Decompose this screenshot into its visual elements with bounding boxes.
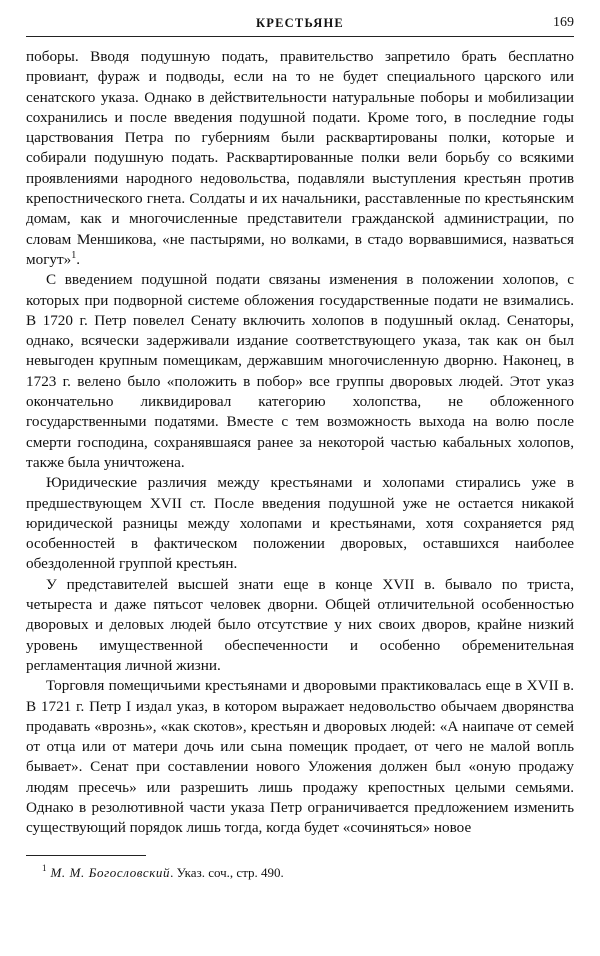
footnote-rule bbox=[26, 855, 146, 856]
body-text bbox=[26, 47, 574, 839]
running-head bbox=[26, 14, 574, 37]
footnote-reference: 1 bbox=[71, 249, 77, 261]
paragraph bbox=[26, 473, 574, 574]
paragraph-text: поборы. Вводя подушную подать, правительство запретило брать бесплатно провиант, фураж и подводы, если на то не будет специального царского или сенатского указа. Однако в действительности натуральные поборы и мобилизации сохранились и после введения подушной подати. Кроме того, в последние годы царствования Петра по губерниям были расквартированы полки, которые и собирали подушную подать. Расквартированные полки вели борьбу со всякими проявлениями народного недовольства, подавляли выступления крестьян против крепостнического гнета. Солдаты и их начальники, расставленные по крестьянским домам, как и многочисленные представители гражданской администрации, по словам Меншикова, «не пастырями, но волками, в стадо ворвавшимися, назваться могут» bbox=[26, 48, 574, 268]
footnote-number: 1 bbox=[42, 863, 47, 874]
paragraph bbox=[26, 676, 574, 838]
page bbox=[26, 14, 574, 881]
footnote-text: . Указ. соч., стр. 490. bbox=[170, 864, 284, 880]
paragraph bbox=[26, 575, 574, 676]
page-number: 169 bbox=[553, 15, 574, 30]
paragraph bbox=[26, 47, 574, 270]
paragraph-text: Торговля помещичьими крестьянами и дворовыми практиковалась еще в XVII в. В 1721 г. Петр I издал указ, в котором выражает недовольство обычаем дворянства продавать «врознь», «как скотов», крестьян и дворовых людей: «А наипаче от семей от отца или от матери дочь или сына помещик продает, от чего не малой вопль бывает». Сенат при составлении нового Уложения должен был «оную продажу людям пресечь» или разрешить лишь продажу крепостных целыми семьями. Однако в резолютивной части указа Петр ограничивается предложением изменить существующий порядок лишь тогда, когда будет «сочиняться» новое bbox=[26, 677, 574, 837]
paragraph-text: С введением подушной подати связаны изменения в положении холопов, с которых при подворной системе обложения государственные подати не взимались. В 1720 г. Петр повелел Сенату включить холопов в подушный оклад. Сенаторы, однако, всячески задерживали издание соответствующего указа, так как он был невыгоден крупным помещикам, державшим многочисленную дворню. Наконец, в 1723 г. велено было «положить в побор» все группы дворовых людей. Этот указ окончательно ликвидировал категорию холопства, не обложенного государственными податями. Вместе с тем возможность выхода на волю после смерти господина, сохранявшаяся ранее за некоторой частью кабальных холопов, также была уничтожена. bbox=[26, 271, 574, 471]
paragraph-tail: . bbox=[76, 250, 81, 268]
paragraph bbox=[26, 270, 574, 473]
paragraph-text: Юридические различия между крестьянами и холопами стирались уже в предшествующем XVII ст. После введения подушной уже не остается никакой юридической разницы между холопами и крестьянами, хотя сохраняется ряд особенностей в фактическом положении дворовых, оставшихся наиболее обездоленной группой крестьян. bbox=[26, 474, 574, 573]
footnote bbox=[26, 864, 574, 881]
footnote-author: М. М. Богословский bbox=[50, 864, 171, 880]
paragraph-text: У представителей высшей знати еще в конце XVII в. бывало по триста, четыреста и даже пятьсот человек дворни. Общей отличительной особенностью дворовых и деловых людей было отсутствие у них своих дворов, крайне низкий уровень имущественной обеспеченности и особенно обременительная регламентация личной жизни. bbox=[26, 575, 574, 674]
running-title: КРЕСТЬЯНЕ bbox=[256, 16, 344, 30]
